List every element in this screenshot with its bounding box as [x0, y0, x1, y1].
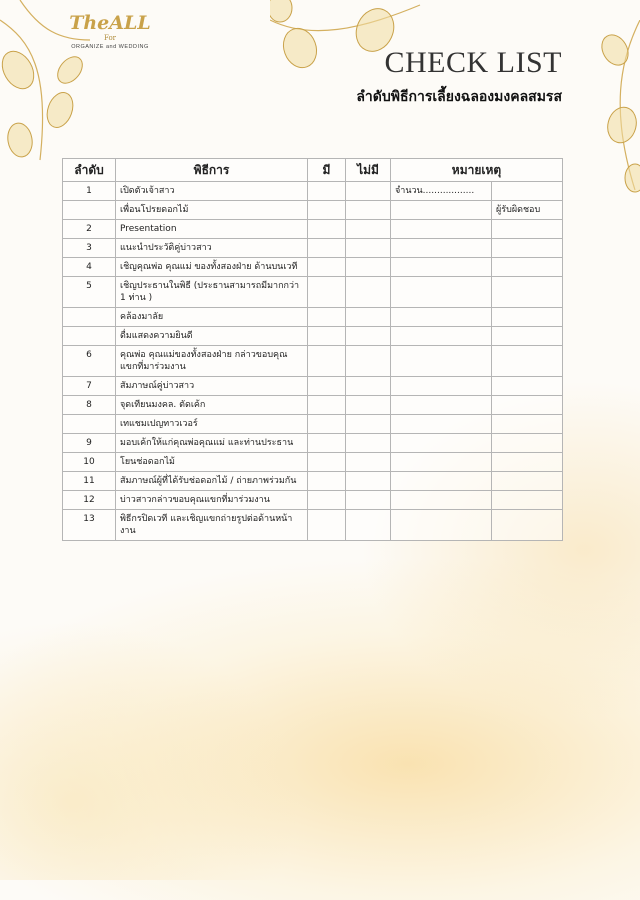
page-title: CHECK LIST [384, 46, 562, 79]
row-note-count [391, 277, 492, 308]
row-note-count [391, 327, 492, 346]
table-row [63, 396, 563, 415]
row-have-checkbox[interactable] [308, 327, 346, 346]
row-note-count [391, 491, 492, 510]
row-number: 6 [63, 346, 116, 377]
table-row [63, 472, 563, 491]
row-number [63, 201, 116, 220]
checklist-table [62, 158, 563, 541]
row-number: 9 [63, 434, 116, 453]
col-header-not-have: ไม่มี [346, 159, 391, 182]
row-ceremony: แนะนำประวัติคู่บ่าวสาว [116, 239, 308, 258]
logo-sub-text: ORGANIZE and WEDDING [71, 44, 149, 50]
table-row [63, 277, 563, 308]
row-number: 13 [63, 510, 116, 541]
table-row [63, 453, 563, 472]
row-number: 10 [63, 453, 116, 472]
page-subtitle: ลำดับพิธีการเลี้ยงฉลองมงคลสมรส [356, 89, 562, 105]
row-note-count [391, 201, 492, 220]
table-row [63, 201, 563, 220]
row-note-owner [492, 346, 563, 377]
row-note-count [391, 346, 492, 377]
row-not-have-checkbox[interactable] [346, 491, 391, 510]
table-row [63, 377, 563, 396]
row-ceremony: มอบเค้กให้แก่คุณพ่อคุณแม่ และท่านประธาน [116, 434, 308, 453]
row-number: 8 [63, 396, 116, 415]
row-not-have-checkbox[interactable] [346, 258, 391, 277]
row-ceremony: บ่าวสาวกล่าวขอบคุณแขกที่มาร่วมงาน [116, 491, 308, 510]
row-number [63, 308, 116, 327]
row-note-count [391, 377, 492, 396]
col-header-order: ลำดับ [63, 159, 116, 182]
row-ceremony: เชิญประธานในพิธี (ประธานสามารถมีมากกว่า 1 ท่าน ) [116, 277, 308, 308]
row-note-owner [492, 491, 563, 510]
row-note-owner [492, 308, 563, 327]
row-have-checkbox[interactable] [308, 453, 346, 472]
row-have-checkbox[interactable] [308, 346, 346, 377]
row-ceremony: พิธีกรปิดเวที และเชิญแขกถ่ายรูปต่อด้านหน้างาน [116, 510, 308, 541]
row-number: 12 [63, 491, 116, 510]
row-note-owner [492, 510, 563, 541]
row-not-have-checkbox[interactable] [346, 472, 391, 491]
row-note-owner [492, 327, 563, 346]
row-not-have-checkbox[interactable] [346, 308, 391, 327]
row-note-owner [492, 182, 563, 201]
row-note-count: จำนวน.................. [391, 182, 492, 201]
row-have-checkbox[interactable] [308, 201, 346, 220]
gold-leaves-right-icon [590, 20, 640, 200]
row-note-count [391, 258, 492, 277]
row-note-owner [492, 277, 563, 308]
row-note-count [391, 308, 492, 327]
row-not-have-checkbox[interactable] [346, 182, 391, 201]
row-have-checkbox[interactable] [308, 377, 346, 396]
col-header-have: มี [308, 159, 346, 182]
watercolor-wash-left [0, 620, 300, 880]
table-row [63, 327, 563, 346]
row-ceremony: เชิญคุณพ่อ คุณแม่ ของทั้งสองฝ่าย ด้านบนเวที [116, 258, 308, 277]
table-row [63, 239, 563, 258]
row-have-checkbox[interactable] [308, 239, 346, 258]
row-ceremony: โยนช่อดอกไม้ [116, 453, 308, 472]
table-row [63, 415, 563, 434]
row-ceremony: เพื่อนโปรยดอกไม้ [116, 201, 308, 220]
row-note-count [391, 510, 492, 541]
row-not-have-checkbox[interactable] [346, 220, 391, 239]
row-not-have-checkbox[interactable] [346, 277, 391, 308]
row-ceremony: เปิดตัวเจ้าสาว [116, 182, 308, 201]
row-note-owner [492, 258, 563, 277]
row-ceremony: คุณพ่อ คุณแม่ของทั้งสองฝ่าย กล่าวขอบคุณแขกที่มาร่วมงาน [116, 346, 308, 377]
row-have-checkbox[interactable] [308, 182, 346, 201]
row-note-owner [492, 377, 563, 396]
table-row [63, 346, 563, 377]
row-note-owner [492, 396, 563, 415]
row-note-owner [492, 239, 563, 258]
row-number: 4 [63, 258, 116, 277]
row-not-have-checkbox[interactable] [346, 327, 391, 346]
row-note-count [391, 434, 492, 453]
row-not-have-checkbox[interactable] [346, 434, 391, 453]
row-number: 3 [63, 239, 116, 258]
table-row [63, 182, 563, 201]
row-not-have-checkbox[interactable] [346, 396, 391, 415]
row-have-checkbox[interactable] [308, 472, 346, 491]
row-ceremony: คล้องมาลัย [116, 308, 308, 327]
row-have-checkbox[interactable] [308, 491, 346, 510]
table-row [63, 491, 563, 510]
logo-main-text: TheALL [69, 12, 151, 34]
row-have-checkbox[interactable] [308, 220, 346, 239]
row-note-count [391, 220, 492, 239]
row-number [63, 327, 116, 346]
row-note-owner [492, 434, 563, 453]
row-not-have-checkbox[interactable] [346, 415, 391, 434]
col-header-ceremony: พิธีการ [116, 159, 308, 182]
table-row [63, 434, 563, 453]
row-note-count [391, 415, 492, 434]
row-ceremony: สัมภาษณ์คู่บ่าวสาว [116, 377, 308, 396]
row-note-owner [492, 472, 563, 491]
row-ceremony: สัมภาษณ์ผู้ที่ได้รับช่อดอกไม้ / ถ่ายภาพร่วมกัน [116, 472, 308, 491]
row-note-owner [492, 220, 563, 239]
table-row [63, 258, 563, 277]
row-have-checkbox[interactable] [308, 308, 346, 327]
row-number: 11 [63, 472, 116, 491]
row-note-owner [492, 453, 563, 472]
row-note-count [391, 239, 492, 258]
row-number: 1 [63, 182, 116, 201]
row-number: 2 [63, 220, 116, 239]
logo-for-text: For [103, 34, 117, 42]
row-have-checkbox[interactable] [308, 415, 346, 434]
row-have-checkbox[interactable] [308, 277, 346, 308]
row-not-have-checkbox[interactable] [346, 377, 391, 396]
row-have-checkbox[interactable] [308, 510, 346, 541]
row-note-owner: ผู้รับผิดชอบ [492, 201, 563, 220]
row-ceremony: Presentation [116, 220, 308, 239]
row-have-checkbox[interactable] [308, 258, 346, 277]
row-number [63, 415, 116, 434]
row-ceremony: ดื่มแสดงความยินดี [116, 327, 308, 346]
row-number: 7 [63, 377, 116, 396]
row-not-have-checkbox[interactable] [346, 201, 391, 220]
row-have-checkbox[interactable] [308, 434, 346, 453]
table-row [63, 220, 563, 239]
row-note-count [391, 396, 492, 415]
row-not-have-checkbox[interactable] [346, 239, 391, 258]
row-number: 5 [63, 277, 116, 308]
row-note-count [391, 472, 492, 491]
row-ceremony: จุดเทียนมงคล. ตัดเค้ก [116, 396, 308, 415]
row-ceremony: เทแชมเปญทาวเวอร์ [116, 415, 308, 434]
brand-logo [60, 12, 160, 51]
row-note-count [391, 453, 492, 472]
table-header-row [63, 159, 563, 182]
row-have-checkbox[interactable] [308, 396, 346, 415]
table-row [63, 510, 563, 541]
row-not-have-checkbox[interactable] [346, 510, 391, 541]
col-header-notes: หมายเหตุ [391, 159, 563, 182]
row-not-have-checkbox[interactable] [346, 346, 391, 377]
table-row [63, 308, 563, 327]
row-note-owner [492, 415, 563, 434]
row-not-have-checkbox[interactable] [346, 453, 391, 472]
